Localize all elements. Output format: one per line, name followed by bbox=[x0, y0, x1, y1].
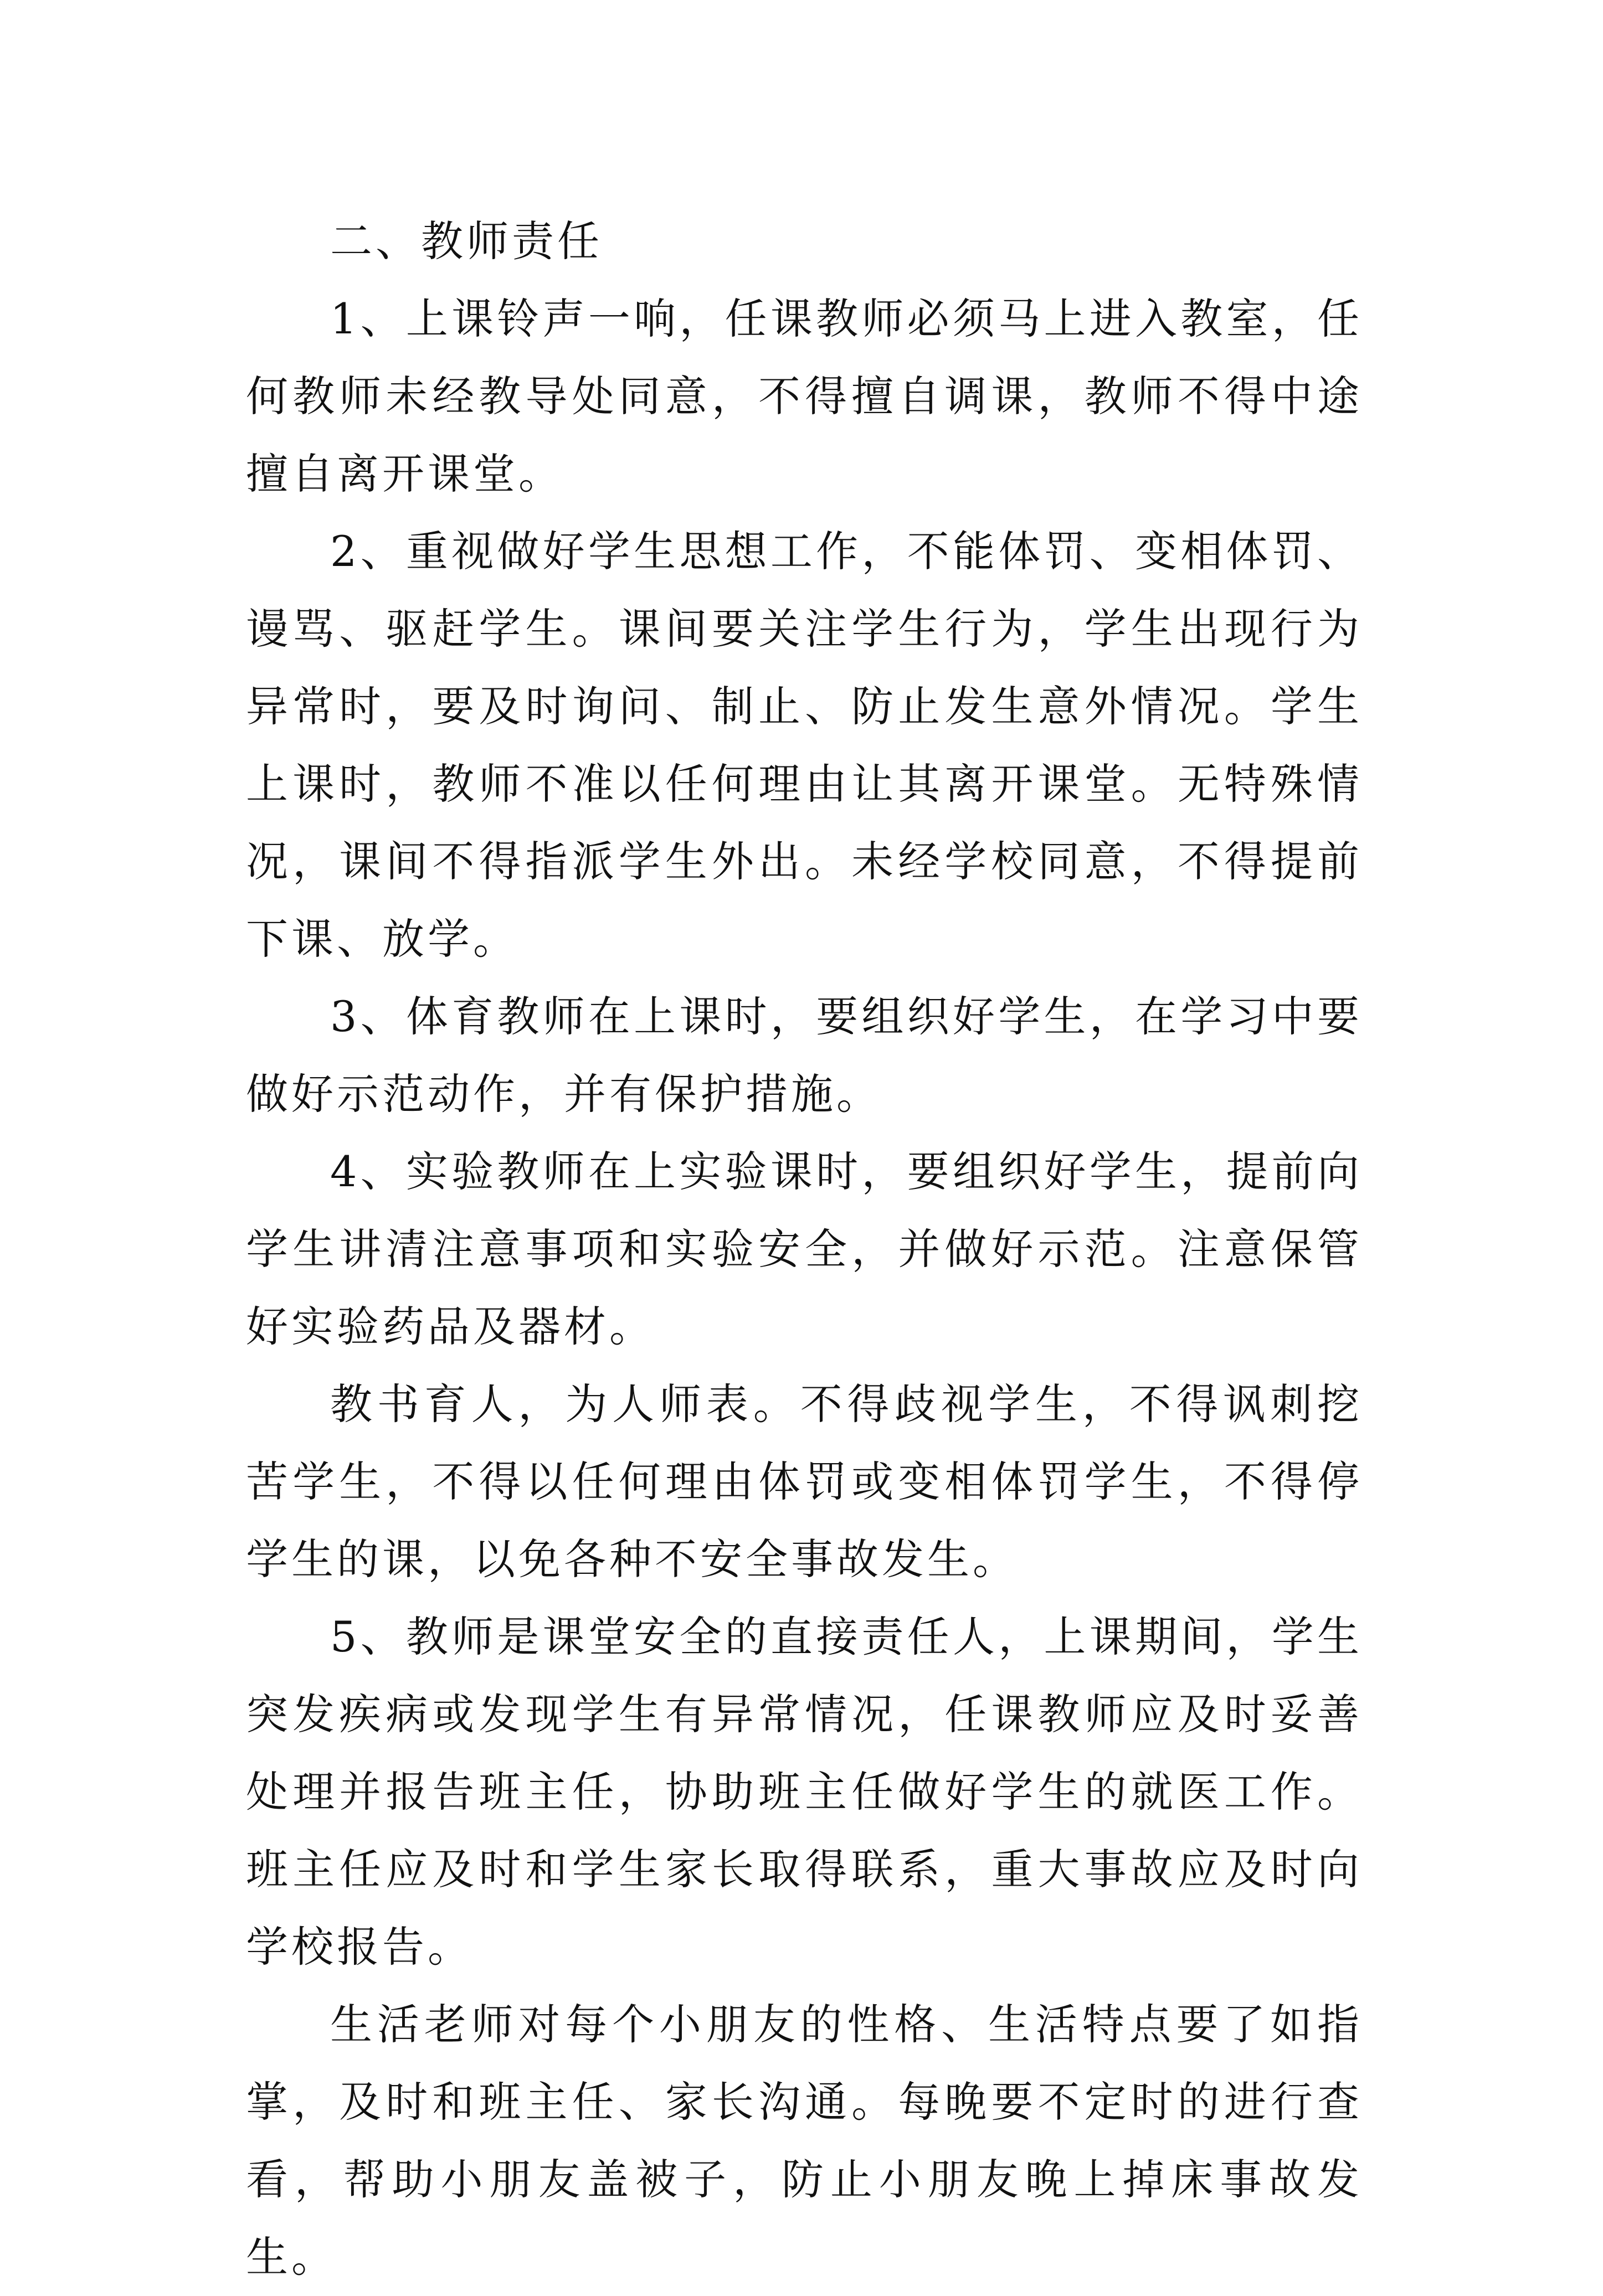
paragraph-2: 2、重视做好学生思想工作，不能体罚、变相体罚、谩骂、驱赶学生。课间要关注学生行为，学生出现行为异常时，要及时询问、制止、防止发生意外情况。学生上课时，教师不准以任何理由让其离开课堂。无特殊情况，课间不得指派学生外出。未经学校同意，不得提前下课、放学。 bbox=[246, 527, 1363, 964]
paragraph-4: 4、实验教师在上实验课时，要组织好学生，提前向学生讲清注意事项和实验安全，并做好示范。注意保管好实验药品及器材。 bbox=[246, 1147, 1363, 1351]
paragraph-6: 5、教师是课堂安全的直接责任人，上课期间，学生突发疾病或发现学生有异常情况，任课教师应及时妥善处理并报告班主任，协助班主任做好学生的就医工作。班主任应及时和学生家长取得联系，重大事故应及时向学校报告。 bbox=[246, 1612, 1363, 1971]
document-body bbox=[246, 203, 1363, 2296]
paragraph-5: 教书育人，为人师表。不得歧视学生，不得讽刺挖苦学生，不得以任何理由体罚或变相体罚学生，不得停学生的课，以免各种不安全事故发生。 bbox=[246, 1379, 1363, 1584]
paragraph-3: 3、体育教师在上课时，要组织好学生，在学习中要做好示范动作，并有保护措施。 bbox=[246, 992, 1363, 1119]
section-heading: 二、教师责任 bbox=[330, 217, 603, 266]
paragraph-7: 生活老师对每个小朋友的性格、生活特点要了如指掌，及时和班主任、家长沟通。每晚要不定时的进行查看，帮助小朋友盖被子，防止小朋友晚上掉床事故发生。 bbox=[246, 2000, 1363, 2282]
paragraph-1: 1、上课铃声一响，任课教师必须马上进入教室，任何教师未经教导处同意，不得擅自调课，教师不得中途擅自离开课堂。 bbox=[246, 294, 1363, 498]
